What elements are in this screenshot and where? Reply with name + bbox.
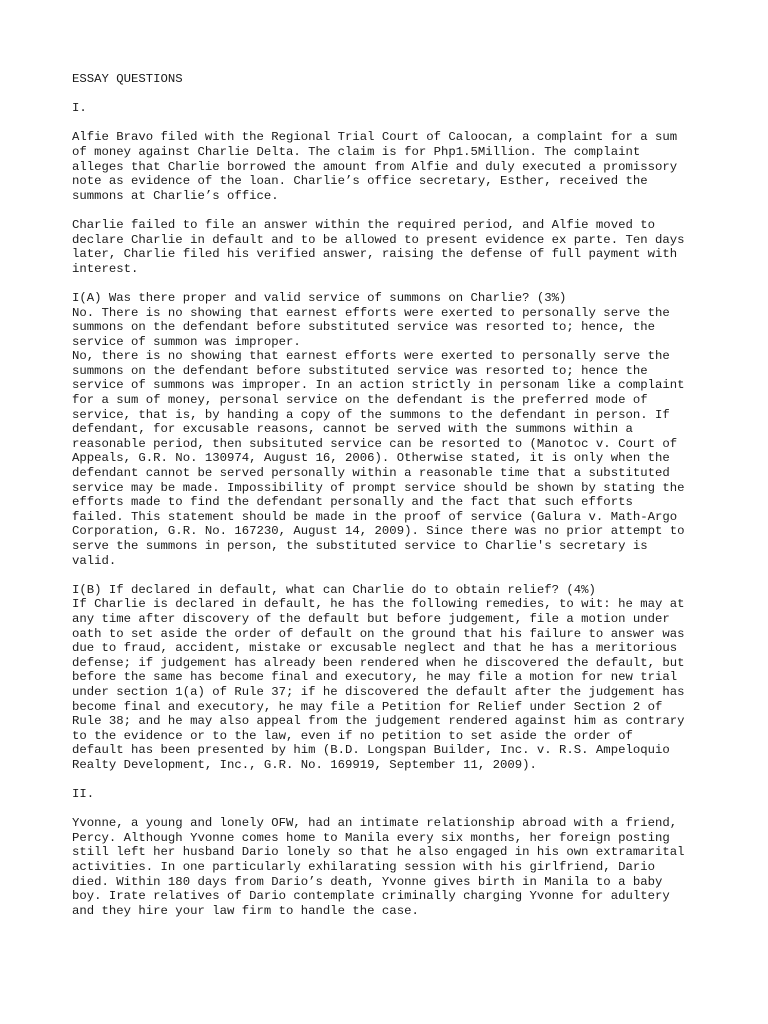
text-line: No. There is no showing that earnest efforts were exerted to personally serve the xyxy=(72,305,670,320)
text-line: boy. Irate relatives of Dario contemplate criminally charging Yvonne for adultery xyxy=(72,889,670,904)
text-line: Rule 38; and he may also appeal from the judgement rendered against him as contrary xyxy=(72,714,685,729)
text-line: later, Charlie filed his verified answer, raising the defense of full payment with xyxy=(72,247,678,262)
text-line: note as evidence of the loan. Charlie’s office secretary, Esther, received the xyxy=(72,174,648,189)
text-line: I(B) If declared in default, what can Charlie do to obtain relief? (4%) xyxy=(72,582,596,597)
text-line: reasonable period, then subsituted service can be resorted to (Manotoc v. Court of xyxy=(72,436,678,451)
question-ia-answer xyxy=(72,291,712,568)
section-numeral-2: II. xyxy=(72,787,95,802)
section2-paragraph-facts xyxy=(72,816,712,918)
text-line: valid. xyxy=(72,553,117,568)
text-line: of money against Charlie Delta. The claim is for Php1.5Million. The complaint xyxy=(72,144,641,159)
text-line: service of summon was improper. xyxy=(72,334,301,349)
document-body xyxy=(72,72,712,918)
text-line: serve the summons in person, the substituted service to Charlie's secretary is xyxy=(72,539,648,553)
text-line: still left her husband Dario lonely so that he also engaged in his own extramarital xyxy=(72,845,685,860)
text-line: for a sum of money, personal service on the defendant is the preferred mode of xyxy=(72,393,648,408)
text-line: service of summons was improper. In an action strictly in personam like a complaint xyxy=(72,378,685,393)
text-line: activities. In one particularly exhilarating session with his girlfriend, Dario xyxy=(72,860,655,875)
text-line: under section 1(a) of Rule 37; if he discovered the default after the judgement has xyxy=(72,684,685,699)
question-ib-answer xyxy=(72,583,712,773)
text-line: defense; if judgement has already been rendered when he discovered the default, but xyxy=(72,655,685,670)
text-line: declare Charlie in default and to be allowed to present evidence ex parte. Ten days xyxy=(72,232,685,247)
text-line: Percy. Although Yvonne comes home to Manila every six months, her foreign posting xyxy=(72,830,670,845)
text-line: to the evidence or to the law, even if no petition to set aside the order of xyxy=(72,728,633,743)
text-line: summons on the defendant before substituted service was resorted to; hence, the xyxy=(72,320,655,335)
text-line: If Charlie is declared in default, he has the following remedies, to wit: he may at xyxy=(72,597,685,612)
section1-paragraph-facts xyxy=(72,130,712,203)
text-line: I(A) Was there proper and valid service of summons on Charlie? (3%) xyxy=(72,290,567,305)
text-line: died. Within 180 days from Dario’s death, Yvonne gives birth in Manila to a baby xyxy=(72,874,663,889)
text-line: interest. xyxy=(72,261,139,276)
text-line: Alfie Bravo filed with the Regional Trial Court of Caloocan, a complaint for a sum xyxy=(72,130,678,145)
section1-paragraph-default xyxy=(72,218,712,276)
text-line: Appeals, G.R. No. 130974, August 16, 2006). Otherwise stated, it is only when the xyxy=(72,451,670,466)
text-line: summons on the defendant before substituted service was resorted to; hence the xyxy=(72,363,648,378)
text-line: Realty Development, Inc., G.R. No. 169919, September 11, 2009). xyxy=(72,757,537,772)
text-line: alleges that Charlie borrowed the amount from Alfie and duly executed a promissory xyxy=(72,159,678,174)
text-line: summons at Charlie’s office. xyxy=(72,188,279,203)
text-line: defendant, for excusable reasons, cannot be served with the summons within a xyxy=(72,422,633,437)
text-line: service, that is, by handing a copy of the summons to the defendant in person. If xyxy=(72,407,670,422)
text-line: defendant cannot be served personally within a reasonable time that a substituted xyxy=(72,466,670,481)
text-line: service may be made. Impossibility of prompt service should be shown by stating the xyxy=(72,480,685,495)
text-line: Yvonne, a young and lonely OFW, had an intimate relationship abroad with a friend, xyxy=(72,816,678,831)
essay-heading: ESSAY QUESTIONS xyxy=(72,72,183,86)
text-line: and they hire your law firm to handle the case. xyxy=(72,903,419,918)
text-line: default has been presented by him (B.D. Longspan Builder, Inc. v. R.S. Ampeloquio xyxy=(72,743,670,758)
text-line: failed. This statement should be made in the proof of service (Galura v. Math-Argo xyxy=(72,509,678,524)
text-line: Corporation, G.R. No. 167230, August 14, 2009). Since there was no prior attempt to xyxy=(72,524,685,539)
section-numeral-1: I. xyxy=(72,101,87,116)
text-line: No, there is no showing that earnest efforts were exerted to personally serve the xyxy=(72,349,670,364)
text-line: Charlie failed to file an answer within the required period, and Alfie moved to xyxy=(72,217,655,232)
text-line: become final and executory, he may file a Petition for Relief under Section 2 of xyxy=(72,699,663,714)
text-line: before the same has become final and executory, he may file a motion for new trial xyxy=(72,670,678,685)
text-line: oath to set aside the order of default on the ground that his failure to answer was xyxy=(72,626,685,641)
text-line: efforts made to find the defendant personally and the fact that such efforts xyxy=(72,495,633,510)
text-line: due to fraud, accident, mistake or excusable neglect and that he has a meritorious xyxy=(72,641,678,656)
text-line: any time after discovery of the default but before judgement, file a motion under xyxy=(72,611,670,626)
